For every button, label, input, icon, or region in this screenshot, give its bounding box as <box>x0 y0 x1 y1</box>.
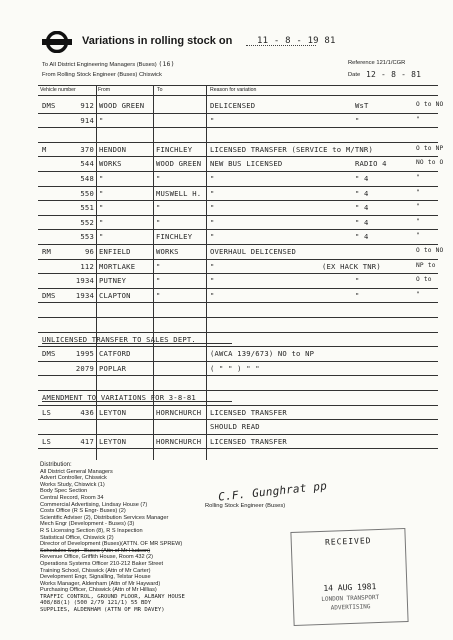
stamp-line2: ADVERTISING <box>330 603 371 612</box>
distribution-line: Operations Systems Officer 210-212 Baker Street <box>40 560 164 567</box>
column-header-from: From <box>98 87 111 93</box>
to-garage: MUSWELL H. <box>156 188 202 198</box>
vehicle-number: 2079 <box>75 363 94 373</box>
vehicle-number: 1934 <box>75 276 94 286</box>
to-garage: HORNCHURCH <box>156 407 202 417</box>
vehicle-type: AMENDMENT TO VARIATIONS FOR 3-8-81 <box>42 393 196 402</box>
to-garage: " <box>156 290 161 300</box>
distribution-line: Costs Office (R S Engr- Buses) (2) <box>40 508 126 515</box>
column-header-vehicle: Vehicle number <box>40 87 76 93</box>
from-garage: WOOD GREEN <box>99 101 145 110</box>
from-garage: " <box>99 174 104 183</box>
reason: LICENSED TRANSFER (SERVICE to M/TNR) <box>210 144 373 154</box>
vehicle-number: 914 <box>80 115 94 125</box>
stamp-line1: LONDON TRANSPORT <box>321 593 380 603</box>
to-garage: " <box>156 174 161 183</box>
row-rule <box>38 332 438 333</box>
from-garage: CLAPTON <box>99 290 131 300</box>
vehicle-number: 553 <box>80 232 94 242</box>
vehicle-number: 1934 <box>75 290 94 300</box>
reason: " <box>210 232 215 242</box>
distribution-line: TRAFFIC CONTROL, GROUND FLOOR, ALBANY HOUSE <box>40 593 185 600</box>
reason: " <box>210 276 215 286</box>
reason: OVERHAUL DELICENSED <box>210 247 297 256</box>
from-garage: WORKS <box>99 159 122 169</box>
vehicle-type: DMS <box>42 101 56 110</box>
from-garage: PUTNEY <box>99 276 127 286</box>
vehicle-type: RM <box>42 247 52 256</box>
received-stamp <box>290 528 408 626</box>
note: " 4 <box>355 203 369 213</box>
row-rule <box>38 156 438 157</box>
vehicle-type: UNLICENSED TRANSFER TO SALES DEPT. <box>42 334 196 344</box>
note: WsT <box>355 101 369 110</box>
reason: LICENSED TRANSFER <box>210 407 287 417</box>
vehicle-type: DMS <box>42 290 56 300</box>
from-line: From Rolling Stock Engineer (Buses) Chiswick <box>42 72 162 78</box>
row-rule <box>38 405 438 406</box>
vehicle-number: 550 <box>80 188 94 198</box>
from-garage: MORTLAKE <box>99 261 136 271</box>
row-rule <box>38 434 438 435</box>
note: RADIO 4 <box>355 159 387 169</box>
row-rule <box>38 390 438 391</box>
distribution-line: Central Record, Room 34 <box>40 494 104 501</box>
reason: " <box>210 290 215 300</box>
vehicle-number: 544 <box>80 159 94 169</box>
vehicle-number: 96 <box>84 247 94 256</box>
vehicle-number: 551 <box>80 203 94 213</box>
distribution-line: Commercial Advertising, Lindsay House (7) <box>40 501 148 508</box>
row-rule <box>38 375 438 376</box>
from-garage: " <box>99 232 104 242</box>
reason: LICENSED TRANSFER <box>210 436 287 446</box>
distribution-line: SUPPLIES, ALDENHAM (ATTN OF MR DAVEY) <box>40 607 165 614</box>
vehicle-number: 548 <box>80 174 94 183</box>
status: " <box>416 203 420 211</box>
note: " <box>355 115 360 125</box>
row-rule <box>38 317 438 318</box>
reason: " <box>210 261 215 271</box>
row-rule <box>38 259 438 260</box>
distribution-line: Mech Engr (Development - Buses) (3) <box>40 521 135 528</box>
reason: NEW BUS LICENSED <box>210 159 283 169</box>
distribution-line: Advert Controller, Chiswick <box>40 475 107 482</box>
vehicle-type: DMS <box>42 349 56 359</box>
from-garage: " <box>99 115 104 125</box>
distribution-heading: Distribution: <box>40 462 72 468</box>
note: " 4 <box>355 232 369 242</box>
vehicle-number: 436 <box>80 407 94 417</box>
note: " <box>355 276 360 286</box>
column-header-to: To <box>157 87 163 93</box>
status: " <box>416 115 420 123</box>
reason: DELICENSED <box>210 101 256 110</box>
from-garage: LEYTON <box>99 407 127 417</box>
distribution-line: Development Engr, Signalling, Telstar House <box>40 574 151 581</box>
status: NO to O <box>416 159 444 167</box>
vehicle-number: 370 <box>80 144 94 154</box>
to-garage: HORNCHURCH <box>156 436 202 446</box>
section-underline <box>42 401 232 402</box>
row-rule <box>38 302 438 303</box>
from-garage: LEYTON <box>99 436 127 446</box>
distribution-line: Revenue Office, Griffith House, Room 432 (2) <box>40 554 153 561</box>
row-rule <box>38 244 438 245</box>
status: O to <box>416 276 432 284</box>
status: " <box>416 188 420 196</box>
note: " <box>355 290 360 300</box>
note: " 4 <box>355 174 369 183</box>
status: " <box>416 217 420 225</box>
distribution-line: Purchasing Officer, Chiswick (Attn of Mr Hillias) <box>40 587 157 594</box>
to-garage: " <box>156 203 161 213</box>
row-rule <box>38 448 438 449</box>
distribution-line: R S Licensing Section (8), R S Inspection <box>40 527 143 534</box>
section-underline <box>42 343 232 344</box>
distribution-line: Works Manager, Aldenham (Attn of Mr Hayward) <box>40 580 161 587</box>
row-rule <box>38 142 438 143</box>
vehicle-number: 417 <box>80 436 94 446</box>
vehicle-number: 1995 <box>75 349 94 359</box>
reason: ( " " ) " " <box>210 363 260 373</box>
row-rule <box>38 127 438 128</box>
stamp-received: RECEIVED <box>324 536 372 547</box>
status: " <box>416 232 420 240</box>
distribution-line: Works Study, Chiswick (1) <box>40 481 105 488</box>
note: " 4 <box>355 188 369 198</box>
vehicle-number: 112 <box>80 261 94 271</box>
status: " <box>416 174 420 181</box>
status: " <box>416 290 420 298</box>
reason: SHOULD READ <box>210 422 260 432</box>
reason: " <box>210 217 215 227</box>
reason: " <box>210 203 215 213</box>
row-rule <box>38 288 438 289</box>
reference: Reference 121/1/CGR <box>348 60 406 66</box>
distribution-line: All District General Managers <box>40 468 113 475</box>
status: O to NP <box>416 144 444 152</box>
row-rule <box>38 171 438 172</box>
row-rule <box>38 273 438 274</box>
to-garage: WORKS <box>156 247 179 256</box>
signature-label: Rolling Stock Engineer (Buses) <box>205 503 286 509</box>
distribution-line: Director of Development (Buses)(ATTN. OF MR SPREW) <box>40 541 183 548</box>
vehicle-number: 912 <box>80 101 94 110</box>
reason: " <box>210 115 215 125</box>
to-line: To All District Engineering Managers (Buses) (16) <box>42 60 175 68</box>
distribution-line: Schedules Supt - Buses (Attn of Mr Hudson) <box>40 547 151 554</box>
to-garage: " <box>156 217 161 227</box>
row-rule <box>38 186 438 187</box>
row-rule <box>38 361 438 362</box>
table-header-rule <box>38 95 438 96</box>
table-top-rule <box>38 85 438 86</box>
from-garage: CATFORD <box>99 349 131 359</box>
distribution-line: 408/88(1) (500 2/79 121/1) 55 BDY <box>40 600 152 607</box>
reason: " <box>210 188 215 198</box>
row-rule <box>38 113 438 114</box>
distribution-line: Scientific Adviser (2), Distribution Services Manager <box>40 514 169 521</box>
status: O to NO <box>416 247 444 254</box>
from-garage: POPLAR <box>99 363 127 373</box>
from-garage: ENFIELD <box>99 247 131 256</box>
to-garage: WOOD GREEN <box>156 159 202 169</box>
vehicle-type: M <box>42 144 47 154</box>
note: " 4 <box>355 217 369 227</box>
title-date-filled: 11 - 8 - 19 81 <box>257 36 336 46</box>
signature: C.F. Gunghrat pp <box>217 479 328 504</box>
to-garage: " <box>156 261 161 271</box>
to-garage: " <box>156 276 161 286</box>
from-garage: " <box>99 217 104 227</box>
date-label: Date <box>348 72 361 78</box>
vehicle-type: LS <box>42 436 52 446</box>
row-rule <box>38 346 438 347</box>
row-rule <box>38 419 438 420</box>
date-value: 12 - 8 - 81 <box>366 70 422 79</box>
distribution-list <box>40 462 185 614</box>
from-garage: " <box>99 203 104 213</box>
reason: " <box>210 174 215 183</box>
roundel-logo-icon <box>42 31 72 53</box>
from-garage: " <box>99 188 104 198</box>
to-garage: FINCHLEY <box>156 144 193 154</box>
row-rule <box>38 215 438 216</box>
document-title: Variations in rolling stock on <box>82 35 233 47</box>
distribution-line: Body Spec Section <box>40 488 88 495</box>
stamp-date: 14 AUG 1981 <box>323 582 377 593</box>
row-rule <box>38 229 438 230</box>
vehicle-number: 552 <box>80 217 94 227</box>
column-header-reason: Reason for variation <box>210 87 257 93</box>
distribution-line: Statistical Office, Chiswick (2) <box>40 534 114 541</box>
reason: (AWCA 139/673) NO to NP <box>210 349 315 359</box>
from-garage: HENDON <box>99 144 127 154</box>
vehicle-type: LS <box>42 407 52 417</box>
status: NP to <box>416 261 436 269</box>
distribution-line: Training School, Chiswick (Attn of Mr Carter) <box>40 567 151 574</box>
to-garage: FINCHLEY <box>156 232 193 242</box>
status: O to NO <box>416 101 444 108</box>
note: (EX HACK TNR) <box>322 261 381 271</box>
row-rule <box>38 200 438 201</box>
